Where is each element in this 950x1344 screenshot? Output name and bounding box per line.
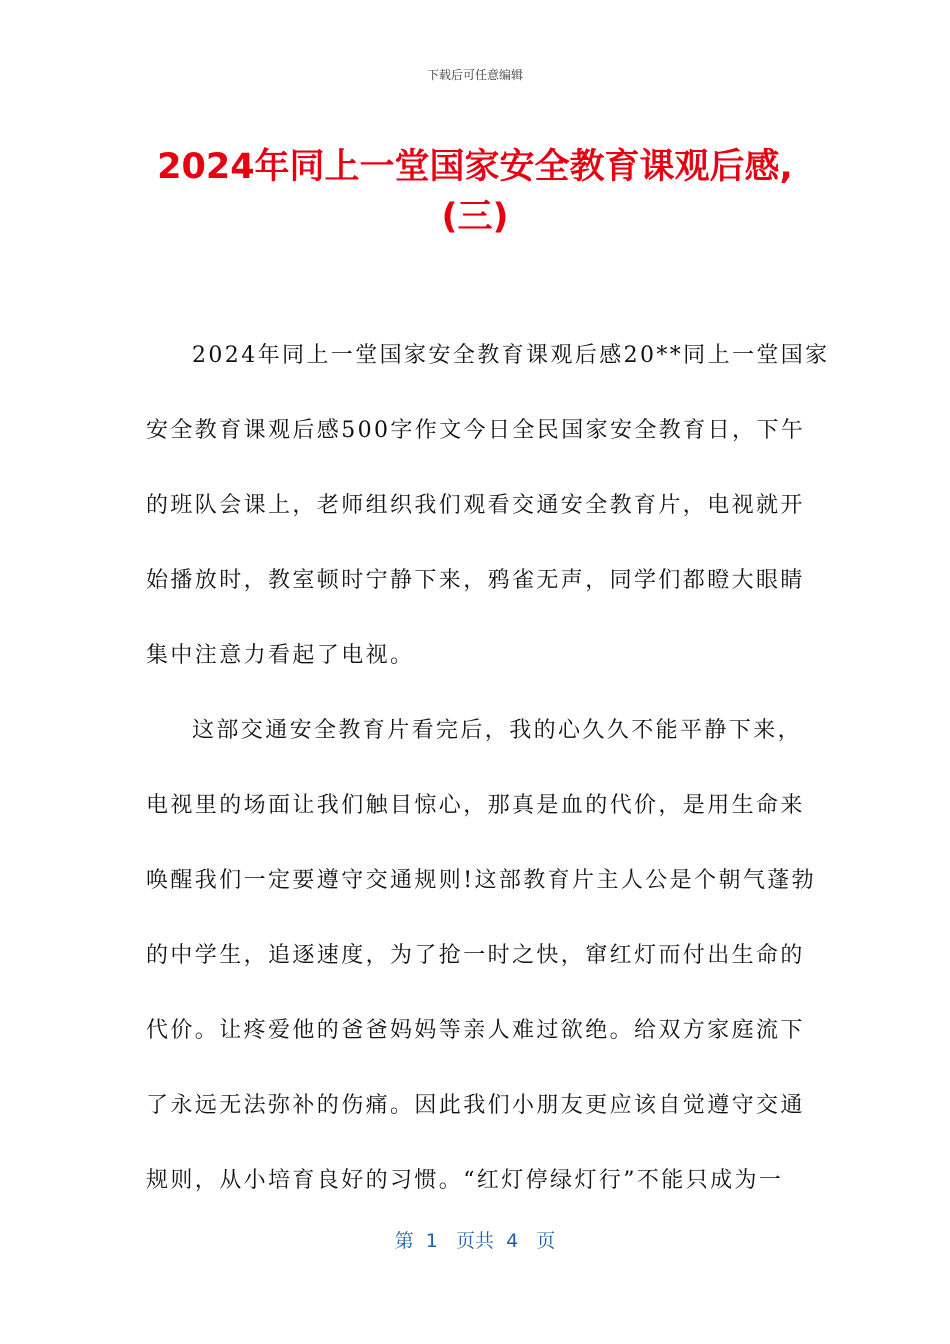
document-title: [120, 142, 830, 242]
paragraph-2-line: 的中学生，追逐速度，为了抢一时之快，窜红灯而付出生命的: [146, 943, 805, 968]
paragraph-1-line: 集中注意力看起了电视。: [146, 643, 415, 668]
download-edit-note: 下载后可任意编辑: [426, 68, 523, 82]
paragraph-1-line: 安全教育课观后感500字作文今日全民国家安全教育日，下午: [146, 418, 806, 443]
paragraph-1-line: 始播放时，教室顿时宁静下来，鸦雀无声，同学们都瞪大眼睛: [146, 568, 805, 593]
paragraph-2-line: 了永远无法弥补的伤痛。因此我们小朋友更应该自觉遵守交通: [146, 1093, 805, 1118]
paragraph-2-line: 这部交通安全教育片看完后，我的心久久不能平静下来，: [192, 718, 803, 743]
paragraph-2-line: 电视里的场面让我们触目惊心，那真是血的代价，是用生命来: [146, 793, 805, 818]
paragraph-2-line: 代价。让疼爱他的爸爸妈妈等亲人难过欲绝。给双方家庭流下: [146, 1018, 805, 1043]
title-line-1: 2024年同上一堂国家安全教育课观后感,: [157, 147, 793, 187]
page-number-footer: 第 1 页共 4 页: [394, 1230, 556, 1252]
title-line-2: (三): [441, 197, 509, 237]
paragraph-1-line: 的班队会课上，老师组织我们观看交通安全教育片，电视就开: [146, 493, 805, 518]
document-body: [146, 318, 830, 1218]
paragraph-2-line: 规则，从小培育良好的习惯。“红灯停绿灯行”不能只成为一: [146, 1168, 784, 1193]
paragraph-2-line: 唤醒我们一定要遵守交通规则!这部教育片主人公是个朝气蓬勃: [146, 868, 817, 893]
paragraph-1-line: 2024年同上一堂国家安全教育课观后感20**同上一堂国家: [192, 343, 830, 368]
